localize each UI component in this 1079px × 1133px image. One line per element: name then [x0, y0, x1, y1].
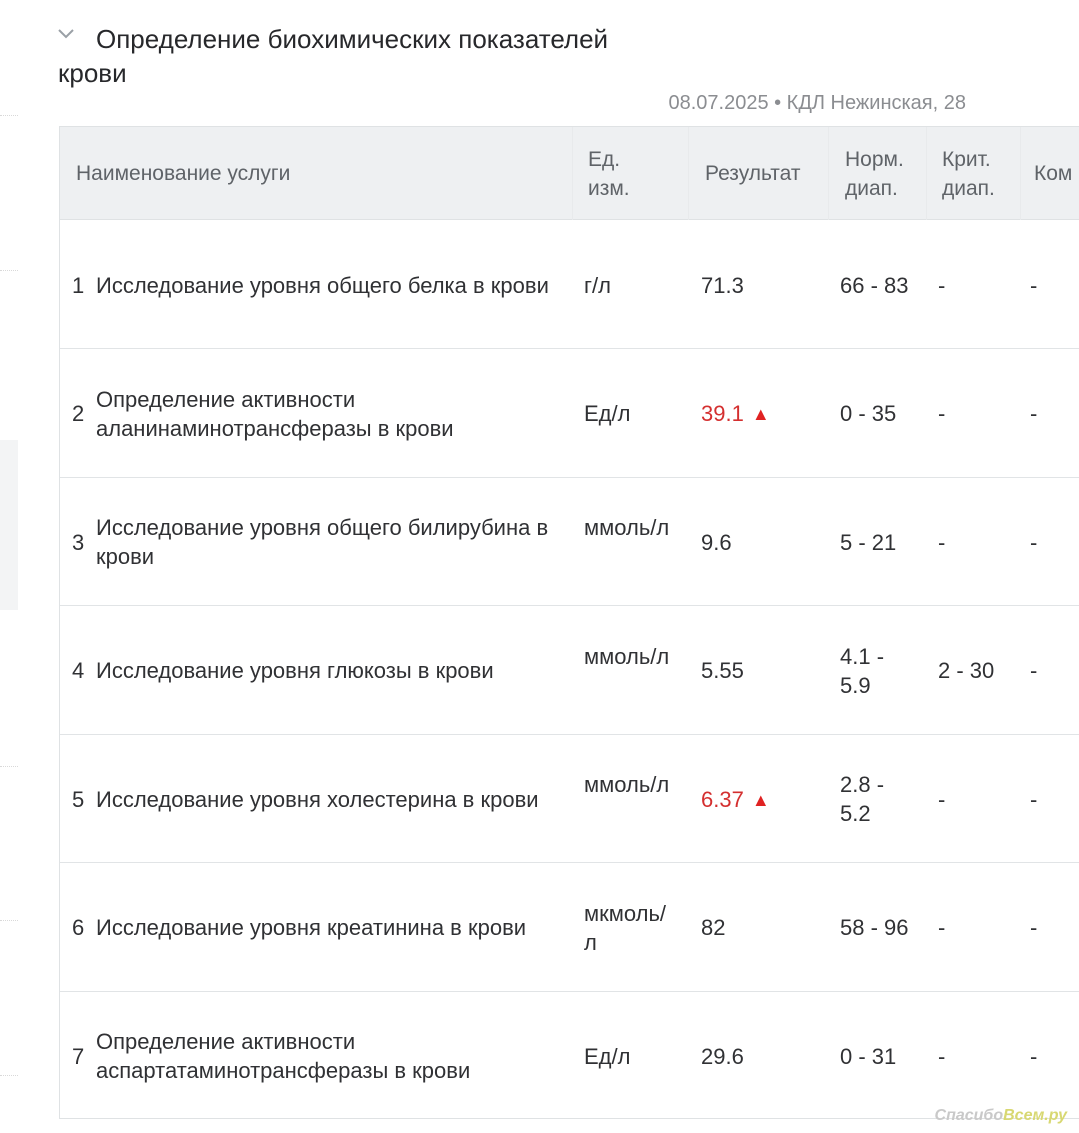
watermark-right: Всем.ру [1003, 1107, 1067, 1124]
edge-divider [0, 1075, 18, 1076]
comment-value: - [1030, 529, 1038, 555]
crit-range: - [938, 786, 946, 812]
table-row[interactable] [60, 864, 1079, 992]
watermark [935, 1107, 1067, 1125]
header-crit: Крит. диап. [942, 148, 995, 200]
unit-value: г/л [584, 272, 611, 298]
service-name: Определение активности аспартатаминотрансферазы в крови [96, 1029, 471, 1083]
comment-value: - [1030, 658, 1038, 683]
column-divider [572, 127, 573, 220]
result-value [701, 528, 732, 557]
result-text: 39.1 [701, 401, 744, 426]
row-number: 7 [72, 1043, 85, 1069]
unit-value: ммоль/л [584, 643, 670, 669]
norm-range: 66 - 83 [840, 272, 909, 298]
norm-range: 5 - 21 [840, 529, 897, 555]
result-value [701, 913, 725, 942]
column-divider [926, 127, 927, 220]
row-number: 3 [72, 529, 85, 555]
service-name: Исследование уровня холестерина в крови [96, 786, 539, 812]
comment-value: - [1030, 272, 1038, 298]
header-result: Результат [705, 162, 801, 185]
edge-divider [0, 270, 18, 271]
unit-value: ммоль/л [584, 772, 670, 797]
edge-divider [0, 115, 18, 116]
comment-value: - [1030, 786, 1038, 812]
norm-range: 4.1 - 5.9 [840, 643, 885, 698]
unit-value: Ед/л [584, 401, 631, 426]
high-arrow-icon: ▲ [751, 789, 770, 810]
column-divider [1020, 127, 1021, 220]
row-number: 2 [72, 401, 85, 426]
table-header [60, 127, 1079, 220]
result-text: 5.55 [701, 658, 744, 683]
edge-panel [0, 440, 18, 610]
column-divider [688, 127, 689, 220]
result-value [701, 785, 770, 815]
service-name: Исследование уровня глюкозы в крови [96, 658, 494, 683]
unit-value: ммоль/л [584, 515, 670, 540]
crit-range: - [938, 915, 946, 940]
table-row[interactable] [60, 478, 1079, 606]
norm-range: 58 - 96 [840, 915, 909, 940]
crit-range: - [938, 272, 946, 298]
table-row[interactable] [60, 735, 1079, 863]
service-name: Исследование уровня креатинина в крови [96, 915, 527, 940]
high-arrow-icon: ▲ [751, 404, 770, 424]
row-number: 5 [72, 786, 85, 812]
table-row[interactable] [60, 992, 1079, 1120]
service-name: Исследование уровня общего белка в крови [96, 272, 549, 298]
unit-value: Ед/л [584, 1043, 631, 1069]
result-value [701, 656, 744, 685]
row-number: 1 [72, 272, 85, 298]
result-text: 6.37 [701, 786, 744, 812]
section-meta: 08.07.2025 • КДЛ Нежинская, 28 [668, 92, 966, 114]
result-text: 71.3 [701, 272, 744, 298]
service-name: Определение активности аланинаминотрансферазы в крови [96, 386, 454, 441]
watermark-left: Спасибо [934, 1107, 1004, 1124]
norm-range: 0 - 31 [840, 1043, 897, 1069]
edge-divider [0, 766, 18, 767]
section-header[interactable] [56, 22, 656, 90]
table-row[interactable] [60, 607, 1079, 735]
result-value [701, 399, 770, 429]
header-name: Наименование услуги [76, 162, 291, 185]
column-divider [828, 127, 829, 220]
row-number: 4 [72, 658, 85, 683]
crit-range: - [938, 1043, 946, 1069]
comment-value: - [1030, 915, 1038, 940]
comment-value: - [1030, 1043, 1038, 1069]
comment-value: - [1030, 401, 1038, 426]
edge-divider [0, 920, 18, 921]
row-number: 6 [72, 915, 85, 940]
section-title: Определение биохимических показателей крови [58, 24, 609, 88]
chevron-down-icon[interactable] [56, 24, 76, 44]
service-name: Исследование уровня общего билирубина в крови [96, 515, 549, 569]
unit-value: мкмоль/л [584, 900, 667, 955]
crit-range: - [938, 529, 946, 555]
header-norm: Норм. диап. [845, 148, 904, 200]
result-value [701, 1042, 744, 1071]
result-text: 9.6 [701, 529, 732, 555]
result-text: 29.6 [701, 1043, 744, 1069]
norm-range: 2.8 - 5.2 [840, 772, 885, 826]
table-row[interactable] [60, 350, 1079, 478]
norm-range: 0 - 35 [840, 401, 897, 426]
header-comment: Ком [1034, 162, 1073, 185]
header-unit: Ед. изм. [588, 148, 630, 200]
results-table [59, 126, 1079, 1119]
crit-range: 2 - 30 [938, 658, 995, 683]
table-row[interactable] [60, 221, 1079, 349]
crit-range: - [938, 401, 946, 426]
result-value [701, 271, 744, 300]
result-text: 82 [701, 915, 726, 940]
